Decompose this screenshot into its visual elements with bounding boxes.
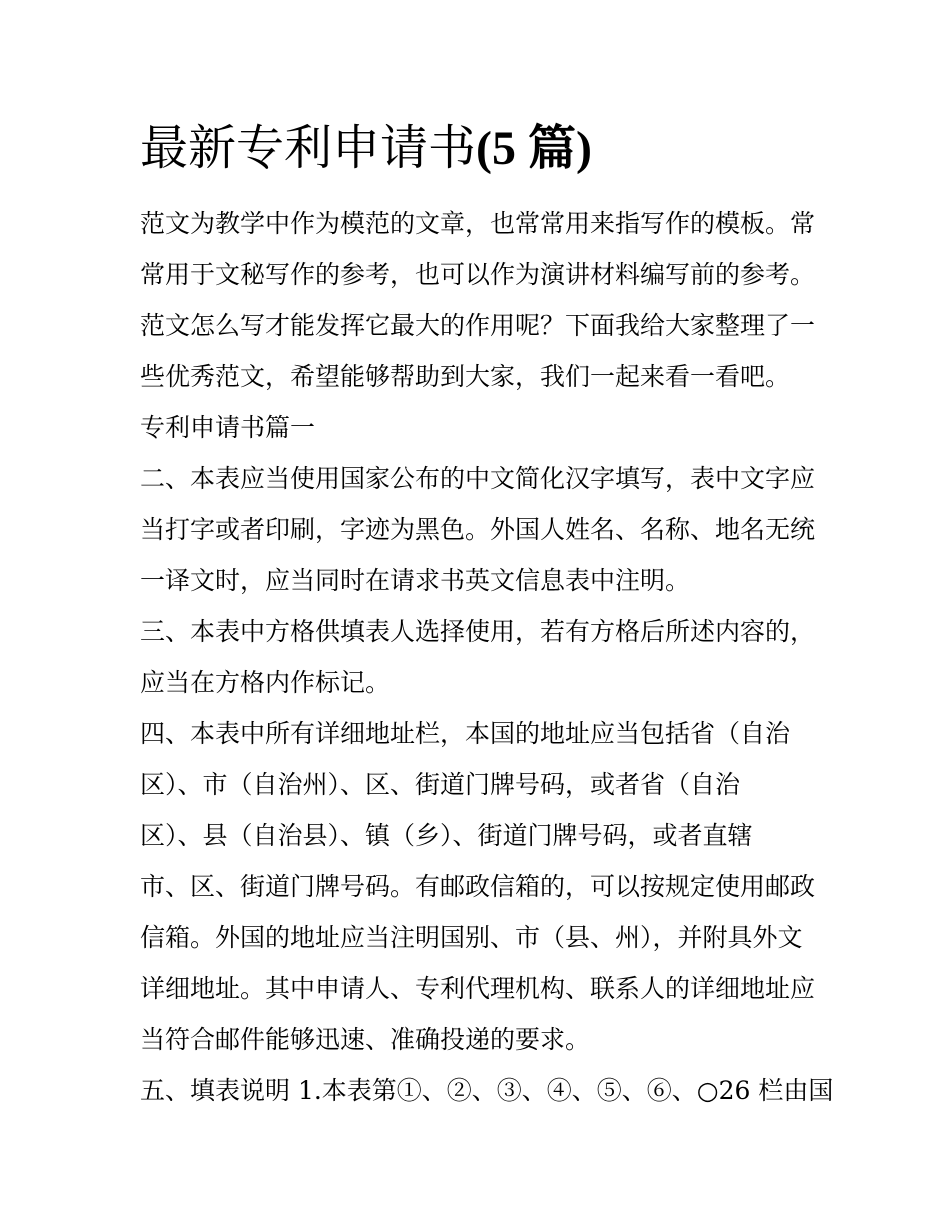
body-line-3: 一译文时，应当同时在请求书英文信息表中注明。 bbox=[140, 566, 691, 595]
body-line-10: 信箱。外国的地址应当注明国别、市（县、州），并附具外文 bbox=[140, 923, 803, 952]
intro-line-4: 些优秀范文，希望能够帮助到大家，我们一起来看一看吧。 bbox=[140, 362, 791, 391]
intro-line-3: 范文怎么写才能发挥它最大的作用呢？下面我给大家整理了一 bbox=[140, 311, 816, 340]
intro-line-2: 常用于文秘写作的参考，也可以作为演讲材料编写前的参考。 bbox=[140, 260, 816, 289]
intro-line-1: 范文为教学中作为模范的文章，也常常用来指写作的模板。常 bbox=[140, 209, 816, 238]
title-text: 最新专利申请书 bbox=[140, 120, 477, 176]
body-line-11: 详细地址。其中申请人、专利代理机构、联系人的详细地址应 bbox=[140, 974, 816, 1003]
body-line-1: 二、本表应当使用国家公布的中文简化汉字填写，表中文字应 bbox=[140, 464, 816, 493]
document-title bbox=[140, 116, 840, 181]
body-line-13: 五、填表说明 1.本表第①、②、③、④、⑤、⑥、○26 栏由国 bbox=[140, 1076, 834, 1105]
body-line-12: 当符合邮件能够迅速、准确投递的要求。 bbox=[140, 1025, 591, 1054]
body-line-5: 应当在方格内作标记。 bbox=[140, 668, 391, 697]
body-line-2: 当打字或者印刷，字迹为黑色。外国人姓名、名称、地名无统 bbox=[140, 515, 816, 544]
section-heading: 专利申请书篇一 bbox=[140, 413, 316, 442]
body-line-8: 区）、县（自治县）、镇（乡）、街道门牌号码，或者直辖 bbox=[140, 821, 753, 850]
body-line-4: 三、本表中方格供填表人选择使用，若有方格后所述内容的， bbox=[140, 617, 816, 646]
body-line-7: 区）、市（自治州）、区、街道门牌号码，或者省（自治 bbox=[140, 770, 741, 799]
body-line-6: 四、本表中所有详细地址栏，本国的地址应当包括省（自治 bbox=[140, 719, 791, 748]
body-line-9: 市、区、街道门牌号码。有邮政信箱的，可以按规定使用邮政 bbox=[140, 872, 816, 901]
title-suffix: (5 篇) bbox=[476, 122, 592, 175]
